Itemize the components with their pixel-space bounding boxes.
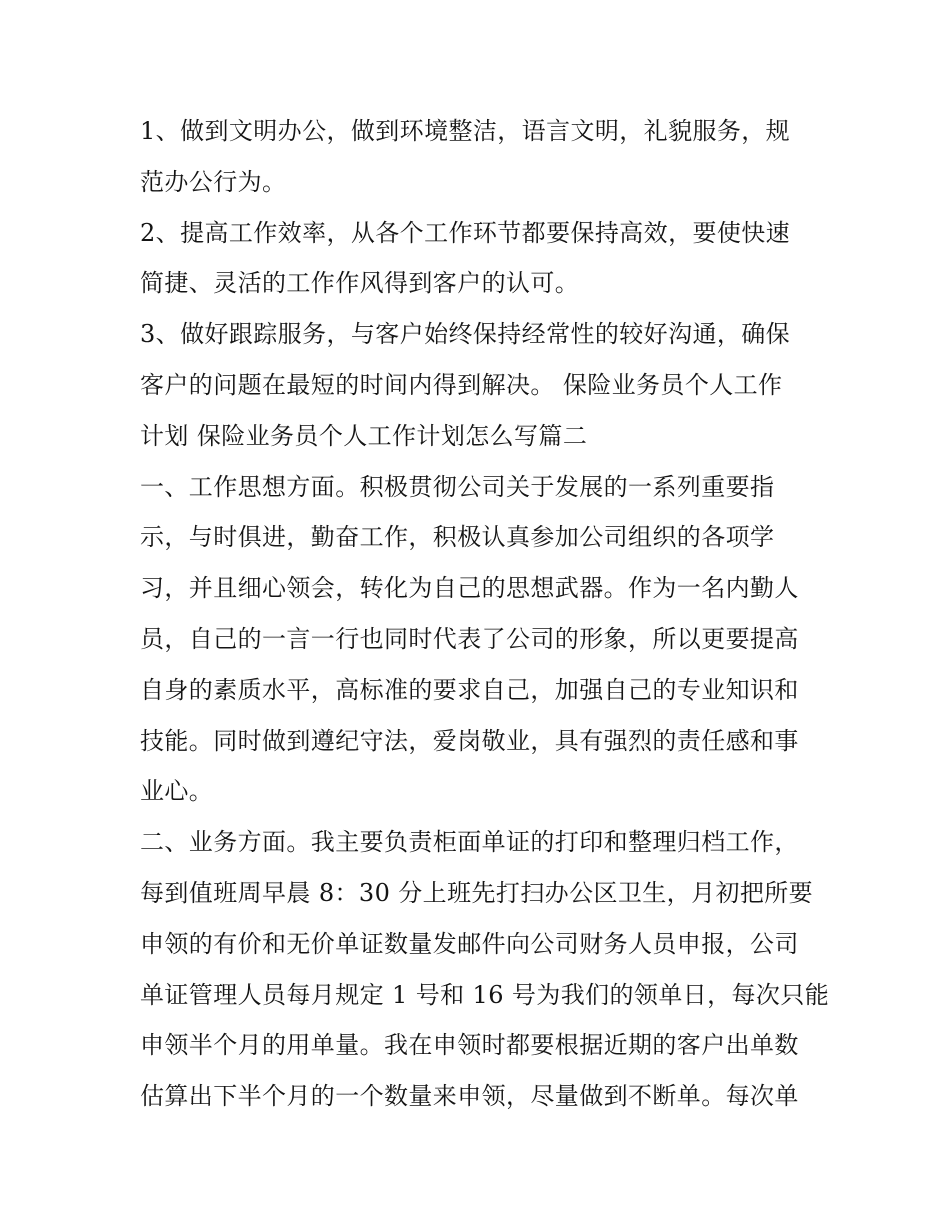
- text-line: 示，与时俱进，勤奋工作，积极认真参加公司组织的各项学: [140, 523, 775, 552]
- text-line: 简捷、灵活的工作作风得到客户的认可。: [140, 269, 580, 298]
- text-line: 3、做好跟踪服务，与客户始终保持经常性的较好沟通，确保: [140, 320, 791, 349]
- text-line: 范办公行为。: [140, 167, 287, 196]
- text-line: 自身的素质水平，高标准的要求自己，加强自己的专业知识和: [140, 675, 799, 704]
- document-body: [140, 106, 830, 1122]
- text-line: 估算出下半个月的一个数量来申领，尽量做到不断单。每次单: [140, 1082, 799, 1111]
- text-line: 习，并且细心领会，转化为自己的思想武器。作为一名内勤人: [140, 574, 799, 603]
- text-line: 1、做到文明办公，做到环境整洁，语言文明，礼貌服务，规: [140, 117, 791, 145]
- text-line: 申领半个月的用单量。我在申领时都要根据近期的客户出单数: [140, 1031, 799, 1060]
- text-line: 客户的问题在最短的时间内得到解决。 保险业务员个人工作: [140, 370, 783, 399]
- text-line: 每到值班周早晨 8：30 分上班先打扫办公区卫生，月初把所要: [140, 878, 814, 907]
- text-line: 业心。: [140, 777, 214, 806]
- text-line: 一、工作思想方面。积极贯彻公司关于发展的一系列重要指: [140, 472, 775, 501]
- text-line: 技能。同时做到遵纪守法，爱岗敬业，具有强烈的责任感和事: [140, 726, 799, 755]
- text-line: 申领的有价和无价单证数量发邮件向公司财务人员申报，公司: [140, 929, 799, 958]
- text-line: 单证管理人员每月规定 1 号和 16 号为我们的领单日，每次只能: [140, 980, 830, 1009]
- text-line: 2、提高工作效率，从各个工作环节都要保持高效，要使快速: [140, 218, 791, 247]
- text-line: 二、业务方面。我主要负责柜面单证的打印和整理归档工作，: [140, 828, 799, 857]
- text-line: 计划 保险业务员个人工作计划怎么写篇二: [140, 421, 588, 450]
- text-line: 员，自己的一言一行也同时代表了公司的形象，所以更要提高: [140, 624, 799, 653]
